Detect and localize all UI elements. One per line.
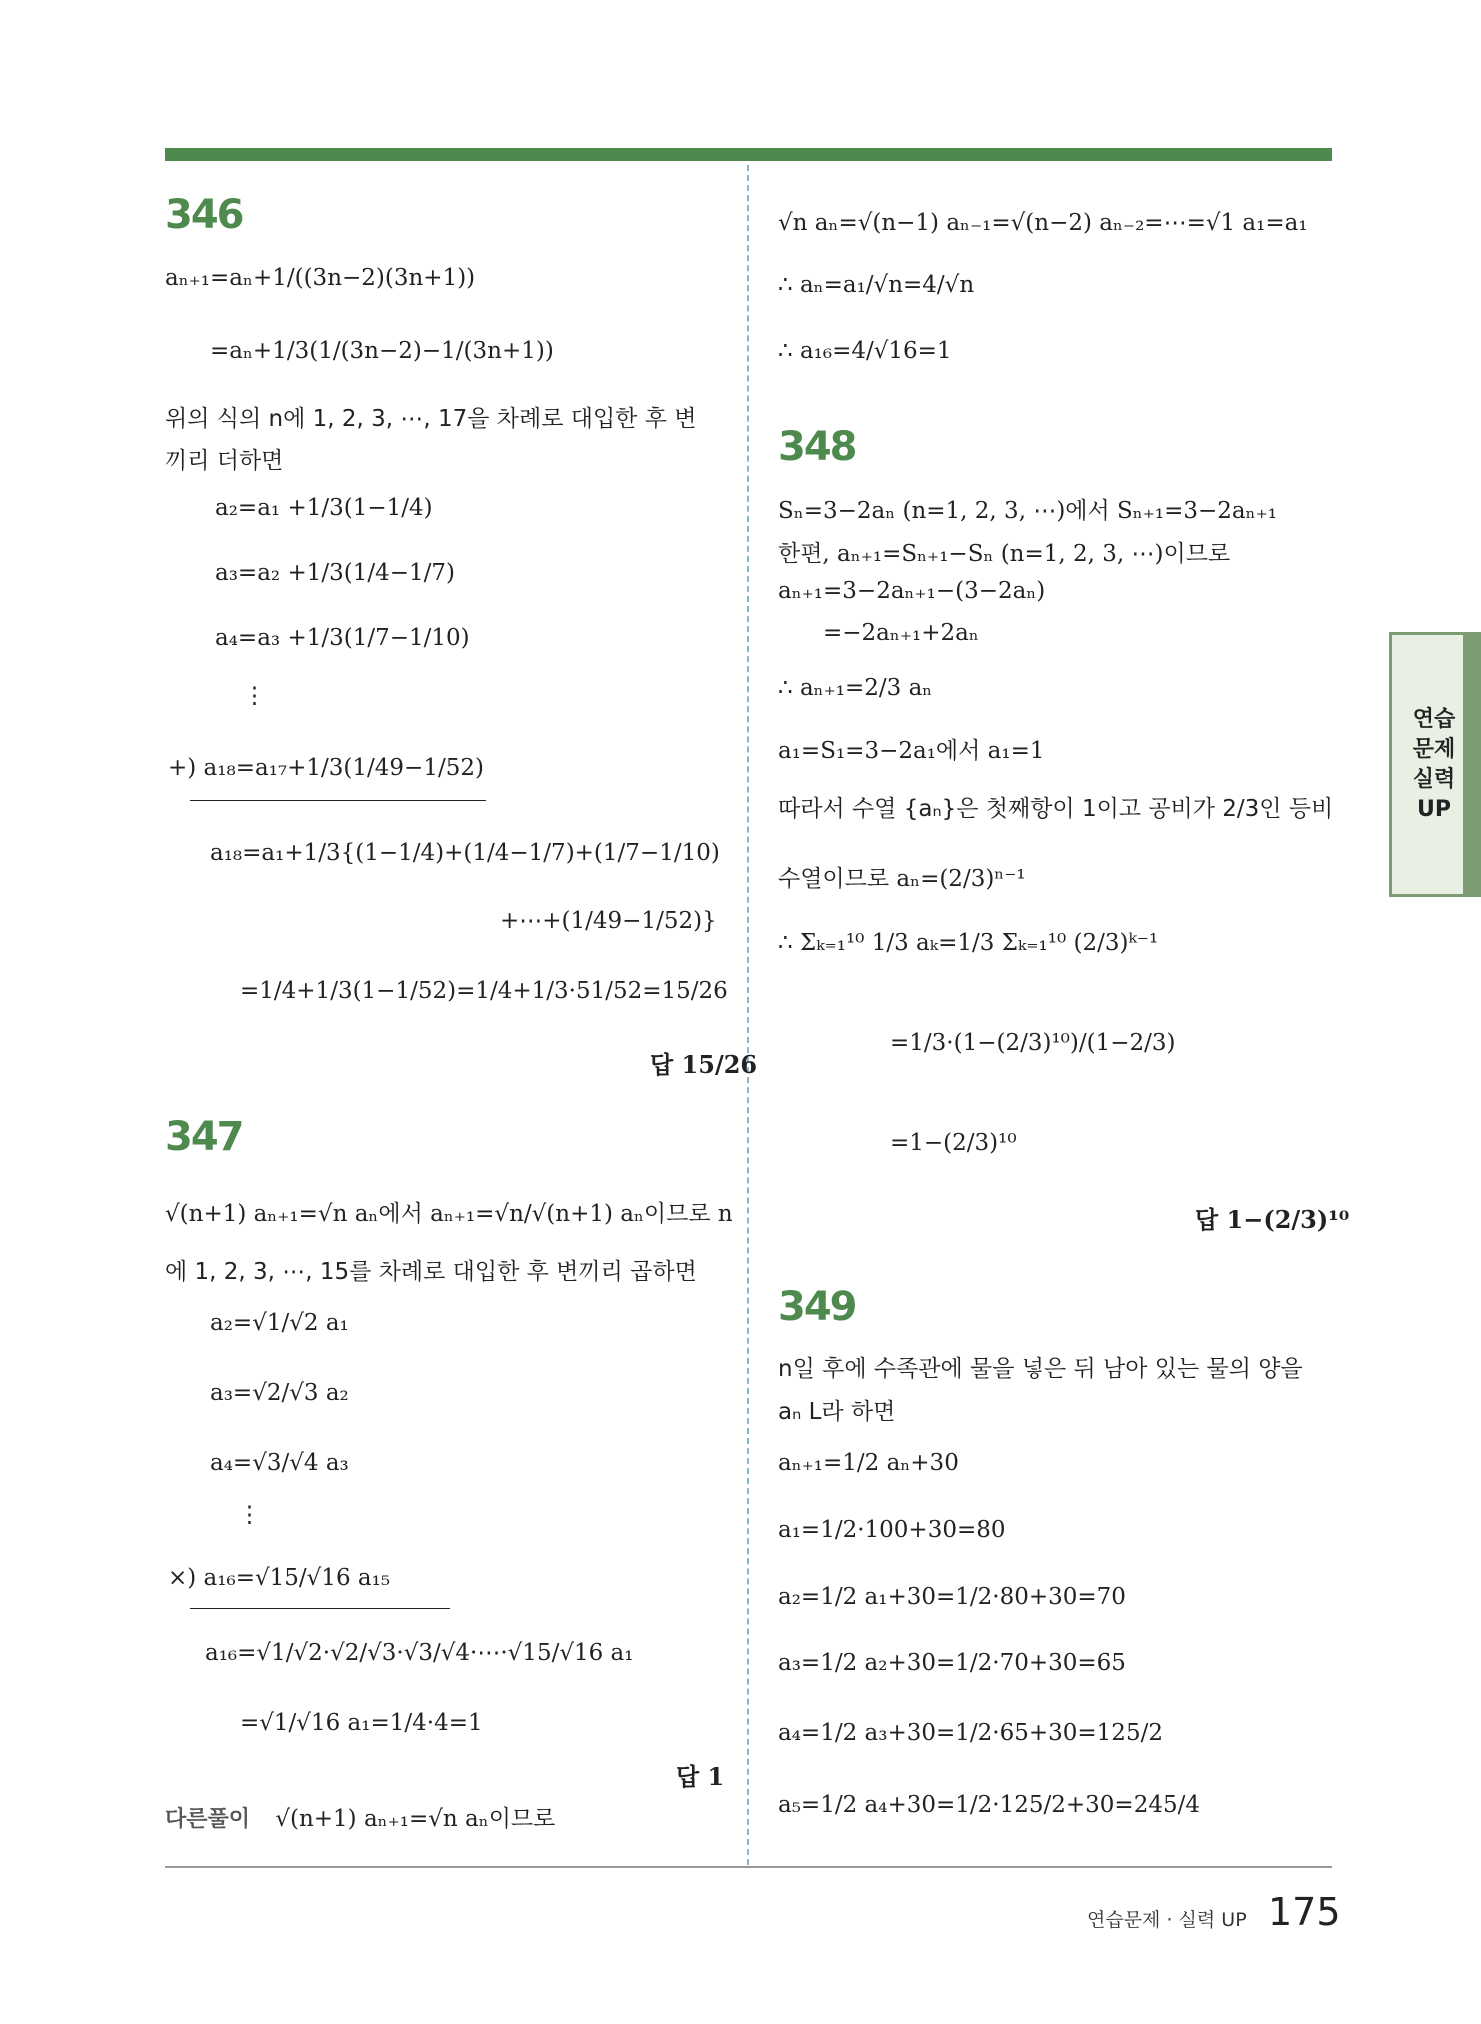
eq-348-l3: aₙ₊₁=3−2aₙ₊₁−(3−2aₙ) (778, 578, 1046, 604)
eq-348-l6: a₁=S₁=3−2a₁에서 a₁=1 (778, 738, 1045, 764)
eq-346-dots: ⋮ (243, 683, 266, 709)
eq-346-row3: a₄=a₃ +1/3(1/7−1/10) (215, 625, 470, 651)
text-349-1: n일 후에 수족관에 물을 넣은 뒤 남아 있는 물의 양을 (778, 1356, 1303, 1382)
eq-348-l1: Sₙ=3−2aₙ (n=1, 2, 3, ⋯)에서 Sₙ₊₁=3−2aₙ₊₁ (778, 498, 1277, 524)
eq-346-sum1: a₁₈=a₁+1/3{(1−1/4)+(1/4−1/7)+(1/7−1/10) (210, 840, 720, 866)
answer-347: 답 1 (676, 1762, 725, 1791)
eq-349-e2: a₁=1/2·100+30=80 (778, 1517, 1006, 1543)
eq-346-row1: a₂=a₁ +1/3(1−1/4) (215, 495, 433, 521)
side-tab (1389, 632, 1481, 897)
eq-346-row4: +) a₁₈=a₁₇+1/3(1/49−1/52) (168, 755, 484, 781)
problem-number: 348 (778, 424, 856, 470)
eq-347-cont1: √n aₙ=√(n−1) aₙ₋₁=√(n−2) aₙ₋₂=⋯=√1 a₁=a₁ (778, 210, 1308, 236)
problem-number: 349 (778, 1284, 856, 1330)
answer-346: 답 15/26 (650, 1050, 758, 1079)
side-tab-bar (1463, 635, 1481, 894)
eq-349-e1: aₙ₊₁=1/2 aₙ+30 (778, 1450, 959, 1476)
eq-348-l4: =−2aₙ₊₁+2aₙ (823, 620, 979, 646)
eq-348-l10: =1/3·(1−(2/3)¹⁰)/(1−2/3) (890, 1030, 1176, 1056)
problem-346 (165, 192, 243, 238)
side-tab-label: 연습문제 실력UP (1412, 707, 1456, 822)
problem-number: 346 (165, 192, 243, 238)
text-346-2: 끼리 더하면 (165, 448, 284, 474)
page-number: 175 (1268, 1890, 1341, 1934)
eq-347-text1: √(n+1) aₙ₊₁=√n aₙ에서 aₙ₊₁=√n/√(n+1) aₙ이므로 n (165, 1201, 733, 1227)
eq-347-row1: a₂=√1/√2 a₁ (210, 1310, 349, 1336)
eq-348-l5: ∴ aₙ₊₁=2/3 aₙ (778, 675, 933, 701)
problem-348 (778, 424, 856, 470)
eq-347-row4: ×) a₁₆=√15/√16 a₁₅ (168, 1565, 391, 1591)
eq-349-e5: a₄=1/2 a₃+30=1/2·65+30=125/2 (778, 1720, 1163, 1746)
eq-348-l2: 한편, aₙ₊₁=Sₙ₊₁−Sₙ (n=1, 2, 3, ⋯)이므로 (778, 541, 1231, 567)
footer-section-label: 연습문제 · 실력 UP (1087, 1909, 1247, 1931)
text-346-1: 위의 식의 n에 1, 2, 3, ⋯, 17을 차례로 대입한 후 변 (165, 406, 697, 432)
eq-346-step2: =aₙ+1/3(1/(3n−2)−1/(3n+1)) (210, 338, 554, 364)
eq-347-cont3: ∴ a₁₆=4/√16=1 (778, 338, 952, 364)
alt-solution-label: 다른풀이 (165, 1807, 251, 1832)
text-347-2: 에 1, 2, 3, ⋯, 15를 차례로 대입한 후 변끼리 곱하면 (165, 1259, 697, 1285)
prod-rule-347 (190, 1608, 450, 1609)
text-348-l7: 따라서 수열 {aₙ}은 첫째항이 1이고 공비가 2/3인 등비 (778, 796, 1334, 822)
eq-347-row2: a₃=√2/√3 a₂ (210, 1380, 349, 1406)
column-divider (747, 165, 749, 1865)
eq-349-e6: a₅=1/2 a₄+30=1/2·125/2+30=245/4 (778, 1792, 1200, 1818)
eq-348-l8: 수열이므로 aₙ=(2/3)ⁿ⁻¹ (778, 866, 1026, 892)
sum-rule-346 (190, 800, 486, 801)
eq-347-row3: a₄=√3/√4 a₃ (210, 1450, 349, 1476)
eq-348-l9: ∴ Σₖ₌₁¹⁰ 1/3 aₖ=1/3 Σₖ₌₁¹⁰ (2/3)ᵏ⁻¹ (778, 930, 1159, 956)
eq-349-e4: a₃=1/2 a₂+30=1/2·70+30=65 (778, 1650, 1126, 1676)
eq-348-l11: =1−(2/3)¹⁰ (890, 1130, 1017, 1156)
eq-346-step1: aₙ₊₁=aₙ+1/((3n−2)(3n+1)) (165, 265, 476, 291)
eq-346-row2: a₃=a₂ +1/3(1/4−1/7) (215, 560, 455, 586)
alt-solution-text: √(n+1) aₙ₊₁=√n aₙ이므로 (275, 1806, 556, 1832)
eq-346-sum2: +⋯+(1/49−1/52)} (500, 908, 717, 934)
alt-solution-347 (165, 1800, 555, 1833)
problem-347 (165, 1114, 243, 1160)
problem-number: 347 (165, 1114, 243, 1160)
eq-347-prod2: =√1/√16 a₁=1/4·4=1 (240, 1710, 483, 1736)
bottom-rule (165, 1866, 1332, 1868)
eq-346-sum3: =1/4+1/3(1−1/52)=1/4+1/3·51/52=15/26 (240, 978, 728, 1004)
answer-348: 답 1−(2/3)¹⁰ (1195, 1205, 1350, 1234)
eq-347-dots: ⋮ (238, 1502, 261, 1528)
eq-347-cont2: ∴ aₙ=a₁/√n=4/√n (778, 272, 975, 298)
text-349-2: aₙ L라 하면 (778, 1399, 896, 1425)
eq-349-e3: a₂=1/2 a₁+30=1/2·80+30=70 (778, 1584, 1126, 1610)
problem-349 (778, 1284, 856, 1330)
top-accent-bar (165, 148, 1332, 161)
eq-347-prod1: a₁₆=√1/√2·√2/√3·√3/√4·⋯·√15/√16 a₁ (205, 1640, 634, 1666)
